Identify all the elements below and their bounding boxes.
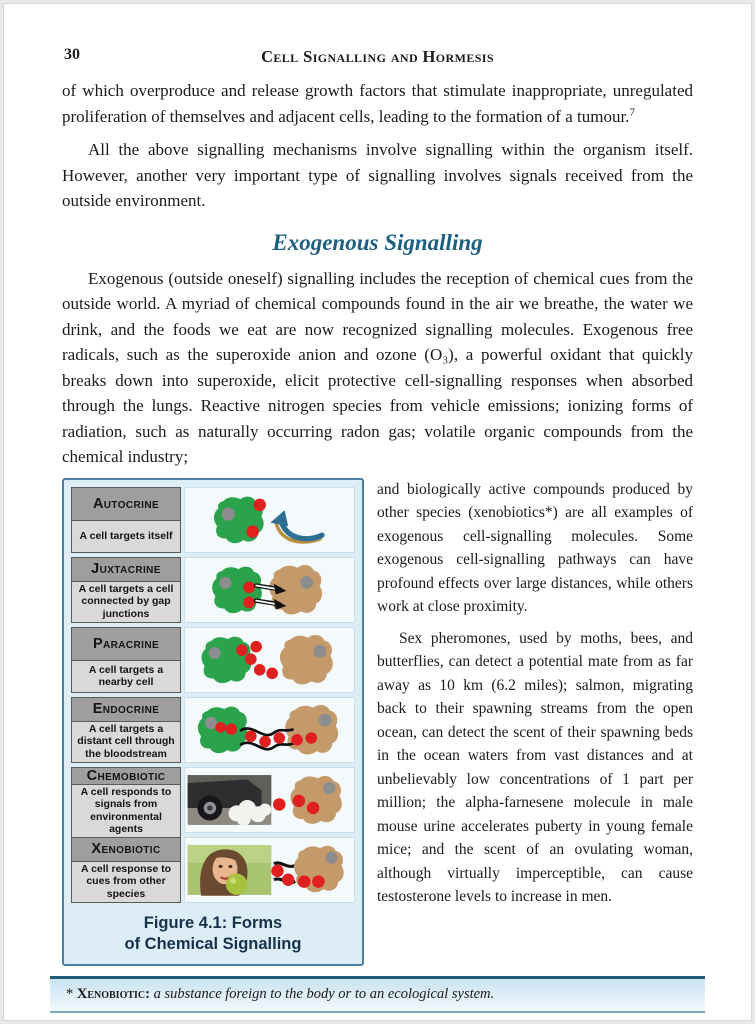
row-labels	[71, 627, 181, 693]
signal-dot	[243, 581, 255, 593]
footnote-definition: a substance foreign to the body or to an ecological system.	[149, 986, 495, 1003]
figure-caption-line1: Figure 4.1: Forms	[143, 913, 283, 932]
signal-dot	[293, 794, 305, 806]
section-heading: Exogenous Signalling	[272, 229, 483, 255]
signal-dot	[271, 864, 283, 876]
paragraph-4: Sex pheromones, used by moths, bees, and butterflies, can detect a potential mate from as far away as 10 km (6.2 miles); salmon, migrating back to their spawning streams from the open ocean, can detect the scent of their spawning beds in the ocean waters from vast distances and at unbelievably low concentrations of 1 part per million; the alpha-farnesene molecule in male mouse urine accelerates puberty in young female mice; and the scent of an ovulating woman, although virtually imperceptible, can cause testosterone levels to increase in men.	[377, 629, 693, 905]
row-title: Xenobiotic	[71, 837, 181, 862]
row-description: A cell response to cues from other species	[71, 862, 181, 903]
signal-dot	[307, 801, 319, 813]
footnote-term: Xenobiotic:	[76, 986, 150, 1003]
juxtacrine-illustration	[184, 557, 355, 623]
endocrine-illustration	[184, 697, 355, 763]
signal-dot	[298, 875, 310, 887]
row-labels	[71, 557, 181, 623]
figure-and-text-columns	[62, 478, 693, 967]
paracrine-illustration	[184, 627, 355, 693]
footnote-band	[50, 976, 705, 1013]
autocrine-illustration	[184, 487, 355, 553]
figure-row-chemobiotic	[71, 767, 355, 836]
woman-eating-apple-photo	[188, 845, 272, 896]
figure-row-paracrine	[71, 627, 355, 693]
footnote-reference-7: 7	[629, 105, 635, 118]
row-labels	[71, 697, 181, 763]
row-description: A cell targets a distant cell through the bloodstream	[71, 722, 181, 763]
row-title: Paracrine	[71, 627, 181, 662]
row-title: Autocrine	[71, 487, 181, 522]
figure-row-xenobiotic	[71, 837, 355, 903]
page-number: 30	[64, 46, 80, 63]
figure-4-1	[62, 478, 364, 967]
book-page	[3, 3, 752, 1021]
figure-caption	[71, 907, 355, 958]
signal-dot	[243, 596, 255, 608]
row-title: Chemobiotic	[71, 767, 181, 785]
signal-dot	[253, 498, 265, 510]
row-labels	[71, 767, 181, 836]
paragraph-3: Exogenous (outside oneself) signalling includes the reception of chemical cues from the outside world. A myriad of chemical compounds found in the air we breathe, the water we drink, and the foods we eat are now recognized signalling molecules. Exogenous free radicals, such as the superoxide anion and ozone (O₃), a powerful oxidant that quickly breaks down into superoxide, elicit protective cell-signalling responses when absorbed through the lungs. Reactive nitrogen species from vehicle emissions; ionizing forms of radiation, such as naturally occurring radon gas; volatile organic compounds from the chemical industry;	[62, 268, 693, 466]
signal-dot	[282, 873, 294, 885]
footnote-marker: *	[66, 986, 77, 1003]
xenobiotic-illustration	[184, 837, 355, 903]
paragraph-1-text: of which overproduce and release growth factors that stimulate inappropriate, unregulated proliferation of themselves and adjacent cells, leading to the formation of a tumour.	[62, 81, 693, 126]
green-cell-icon	[201, 636, 251, 683]
tan-cell-icon	[280, 635, 333, 685]
signal-dot	[273, 798, 285, 810]
figure-caption-line2: of Chemical Signalling	[124, 934, 302, 953]
row-description: A cell targets a nearby cell	[71, 661, 181, 692]
row-labels	[71, 487, 181, 553]
figure-row-endocrine	[71, 697, 355, 763]
row-labels	[71, 837, 181, 903]
row-description: A cell targets itself	[71, 521, 181, 552]
paragraph-1	[62, 78, 693, 129]
row-description: A cell responds to signals from environmental agents	[71, 785, 181, 838]
paragraph-2: All the above signalling mechanisms involve signalling within the organism itself. However, another very important type of signalling involves signals received from the outside environment.	[62, 140, 693, 210]
row-title: Endocrine	[71, 697, 181, 722]
self-loop-arrow-icon	[270, 510, 322, 542]
signal-dot	[312, 875, 324, 887]
page-header	[62, 46, 693, 72]
paragraph-3-continued: and biologically active compounds produced by other species (xenobiotics*) are all examples of exogenous cell-signalling molecules. Some exogenous cell-signalling pathways can have profound effects over large distances, while others work at close proximity.	[377, 480, 693, 615]
row-description: A cell targets a cell connected by gap junctions	[71, 582, 181, 623]
running-title: Cell Signalling and Hormesis	[261, 47, 494, 66]
signal-dot	[246, 525, 258, 537]
wrapped-text-column	[377, 478, 693, 967]
figure-row-autocrine	[71, 487, 355, 553]
chemobiotic-illustration	[184, 767, 355, 833]
car-exhaust-photo	[188, 775, 272, 826]
row-title: Juxtacrine	[71, 557, 181, 582]
green-cell-icon	[212, 566, 262, 613]
figure-row-juxtacrine	[71, 557, 355, 623]
